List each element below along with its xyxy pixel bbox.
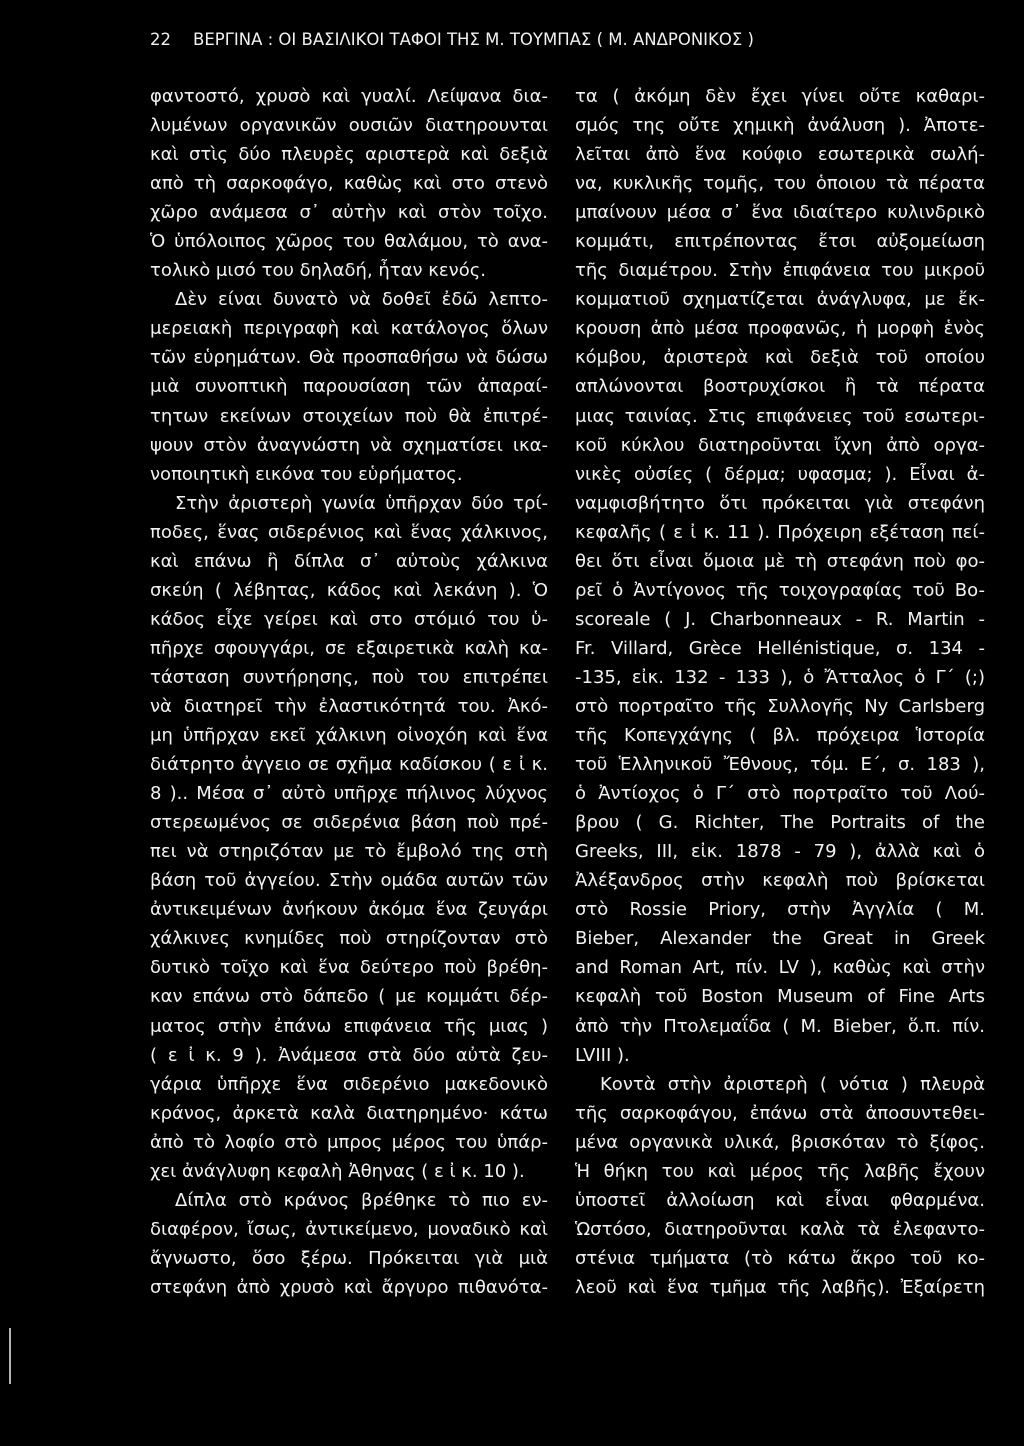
text-line: ρεῖ ὁ Ἀντίγονος τῆς τοιχογραφίας τοῦ Bo- — [575, 579, 985, 601]
text-line: στερεωμένος σε σιδερένια βάση ποὺ πρέ- — [150, 812, 548, 834]
text-line: καὶ στὶς δύο πλευρὲς αριστερὰ καὶ δεξιὰ — [150, 144, 548, 166]
text-line: -135, εἰκ. 132 - 133 ), ὁ Ἄτταλος ὁ Γ´ (;) — [575, 666, 985, 688]
text-line: μιὰ συνοπτικὴ παρουσίαση τῶν ἀπαραί- — [150, 376, 548, 398]
text-line: μερειακὴ περιγραφὴ καὶ κατάλογος ὅλων — [150, 318, 548, 340]
paragraph — [150, 489, 548, 1186]
text-line: ὁ Ἀντίοχος ὁ Γ´ στὸ πορτραῖτο τοῦ Λού- — [575, 783, 985, 805]
text-line: στένια τμήματα (τὸ κάτω ἄκρο τοῦ κο- — [575, 1247, 985, 1269]
text-line: Fr. Villard, Grèce Hellénistique, σ. 134 - — [575, 637, 985, 659]
text-line: γάρια ὑπῆρχε ἕνα σιδερένιο μακεδονικὸ — [150, 1073, 548, 1095]
paragraph — [575, 1070, 985, 1302]
text-line: κεφαλῆς ( ε ἰ κ. 11 ). Πρόχειρη εξέταση πεί- — [575, 521, 985, 543]
text-line: σκεύη ( λέβητας, κάδος καὶ λεκάνη ). Ὁ — [150, 579, 548, 601]
text-line: Δὲν είναι δυνατὸ νὰ δοθεῖ ἐδῶ λεπτο- — [175, 289, 548, 311]
text-line: κρουση ἀπὸ μέσα προφανῶς, ἡ μορφὴ ἑνὸς — [575, 318, 985, 340]
text-line: ἀπὸ τὸ λοφίο στὸ μπρος μέρος του ὑπάρ- — [150, 1131, 548, 1153]
text-line: κομμάτι, επιτρέποντας ἔτσι αὐξομείωση — [575, 231, 985, 253]
text-line: στεφάνη ἀπὸ χρυσὸ καὶ ἄργυρο πιθανότα- — [150, 1276, 548, 1298]
text-line: Ἀλέξανδρος στὴν κεφαλὴ ποὺ βρίσκεται — [575, 870, 985, 892]
text-line: Κοντὰ στὴν ἀριστερὴ ( νότια ) πλευρὰ — [600, 1073, 985, 1095]
text-line: απλώνονται βοστρυχίσκοι ἢ τὰ πέρατα — [575, 376, 985, 398]
text-line: τοῦ Ἑλληνικοῦ Ἔθνους, τόμ. Ε´, σ. 183 ), — [575, 754, 985, 776]
text-line: ναμφισβήτητο ὅτι πρόκειται γιὰ στεφάνη — [575, 492, 985, 514]
text-line: τα ( ἀκόμη δὲν ἔχει γίνει οὔτε καθαρι- — [575, 86, 985, 107]
text-line: να, κυκλικῆς τομῆς, του ὁποιου τὰ πέρατα — [575, 173, 985, 195]
text-line: ἀπὸ τὴν Πτολεμαΐδα ( M. Bieber, ὅ.π. πίν. — [575, 1015, 985, 1037]
text-line: διάτρητο ἀγγειο σε σχῆμα καδίσκου ( ε ἰ κ. — [150, 754, 548, 776]
text-line: μπαίνουν μέσα σ᾽ ἕνα ιδιαίτερο κυλινδρικὸ — [575, 202, 985, 224]
text-line: χει ἀνάγλυφη κεφαλὴ Ἀθηνας ( ε ἰ κ. 10 ). — [150, 1160, 525, 1182]
text-line: Greeks, III, εἰκ. 1878 - 79 ), ἀλλὰ καὶ ὁ — [575, 841, 985, 863]
text-line: κοῦ κύκλου διατηροῦνται ἴχνη ἀπὸ οργα- — [575, 434, 985, 456]
paragraph — [150, 82, 548, 285]
text-line: ποδες, ἕνας σιδερένιος καὶ ἕνας χάλκινος, — [150, 521, 548, 543]
text-line: ἄγνωστο, ὅσο ξέρω. Πρόκειται γιὰ μιὰ — [150, 1247, 548, 1269]
text-line: καὶ επάνω ἢ δίπλα σ᾽ αὐτοὺς χάλκινα — [150, 550, 548, 572]
text-line: βάση τοῦ ἀγγείου. Στὴν ομάδα αυτῶν τῶν — [150, 870, 548, 892]
text-line: κομματιοῦ σχηματίζεται ἀνάγλυφα, με ἔκ- — [575, 289, 985, 311]
text-line: ματος στὴν ἐπάνω επιφάνεια τῆς μιας ) — [150, 1015, 548, 1037]
text-line: δυτικὸ τοῖχο καὶ ἕνα δεύτερο ποὺ βρέθη- — [150, 957, 548, 979]
text-line: απὸ τὴ σαρκοφάγο, καθὼς καὶ στο στενὸ — [150, 173, 548, 195]
text-line: καν επάνω στὸ δάπεδο ( με κομμάτι δέρ- — [150, 986, 548, 1008]
text-line: 8 ).. Μέσα σ᾽ αὐτὸ υπῆρχε πήλινος λύχνος — [150, 783, 548, 805]
text-line: and Roman Art, πίν. LV ), καθὼς καὶ στὴν — [575, 957, 985, 979]
text-line: χῶρο ανάμεσα σ᾽ αὐτὴν καὶ στὸν τοῖχο. — [150, 202, 548, 224]
text-line: βρου ( G. Richter, The Portraits of the — [575, 812, 985, 834]
text-line: φαντοστό, χρυσὸ καὶ γυαλί. Λείψανα δια- — [150, 86, 548, 107]
text-line: μιας ταινίας. Στις επιφάνειες τοῦ εσωτερι- — [575, 405, 985, 427]
paragraph — [150, 1186, 548, 1302]
text-line: νοποιητικὴ εικόνα του εὑρήματος. — [150, 463, 463, 485]
text-line: τολικὸ μισό του δηλαδή, ἦταν κενός. — [150, 260, 486, 282]
text-line: τῶν εὑρημάτων. Θὰ προσπαθήσω νὰ δώσω — [150, 347, 548, 369]
text-line: κεφαλὴ τοῦ Boston Museum of Fine Arts — [575, 986, 985, 1008]
text-line: στὸ Rossie Priory, στὴν Ἀγγλία ( M. — [575, 899, 985, 921]
text-line: πῆρχε σφουγγάρι, σε εξαιρετικὰ καλὴ κα- — [150, 637, 548, 659]
text-line: σμός της οὔτε χημικὴ ἀνάλυση ). Ἀποτε- — [575, 115, 985, 137]
text-line: ( ε ἰ κ. 9 ). Ἀνάμεσα στὰ δύο αὐτὰ ζευ- — [150, 1044, 548, 1066]
text-line: κόμβου, ἀριστερὰ καὶ δεξιὰ τοῦ οποίου — [575, 347, 985, 369]
text-line: Δίπλα στὸ κράνος βρέθηκε τὸ πιο εν- — [175, 1189, 548, 1211]
text-line: κράνος, ἀρκετὰ καλὰ διατηρημένο· κάτω — [150, 1102, 548, 1124]
text-line: LVIII ). — [575, 1044, 630, 1066]
text-line: Ἡ θήκη του καὶ μέρος τῆς λαβῆς ἔχουν — [575, 1160, 985, 1182]
text-line: ἀντικειμένων ἀνήκουν ἀκόμα ἕνα ζευγάρι — [150, 899, 548, 921]
text-line: θει ὅτι εἶναι ὅμοια μὲ τὴ στεφάνη ποὺ φο- — [575, 550, 985, 572]
text-line: scoreale ( J. Charbonneaux - R. Martin - — [575, 608, 985, 630]
text-line: μένα οργανικὰ υλικά, βρισκόταν τὸ ξίφος. — [575, 1131, 985, 1153]
text-line: τῆς διαμέτρου. Στὴν ἐπιφάνεια του μικροῦ — [575, 260, 985, 282]
page-number: 22 — [150, 30, 171, 49]
running-title: ΒΕΡΓΙΝΑ : ΟΙ ΒΑΣΙΛΙΚΟΙ ΤΑΦΟΙ ΤΗΣ Μ. ΤΟΥΜΠΑΣ ( Μ. ΑΝΔΡΟΝΙΚΟΣ ) — [193, 30, 754, 49]
text-line: νὰ διατηρεῖ τὴν ἐλαστικότητά του. Ἀκό- — [150, 695, 548, 717]
text-line: τῆς Κοπεγχάγης ( βλ. πρόχειρα Ἱστορία — [575, 725, 985, 747]
text-line: τητων εκείνων στοιχείων ποὺ θὰ ἐπιτρέ- — [150, 405, 548, 427]
text-line: πει νὰ στηριζόταν με τὸ ἔμβολό της στὴ — [150, 841, 548, 863]
text-line: Bieber, Alexander the Great in Greek — [575, 928, 985, 950]
left-column — [150, 82, 548, 1302]
text-line: κάδος εἶχε γείρει καὶ στο στόμιό του ὑ- — [150, 608, 548, 630]
paragraph — [575, 82, 985, 1070]
text-line: Ὡστόσο, διατηροῦνται καλὰ τὰ ἐλεφαντο- — [575, 1218, 985, 1240]
right-column — [575, 82, 985, 1302]
text-line: χάλκινες κνημίδες ποὺ στηρίζονταν στὸ — [150, 928, 548, 950]
running-header — [150, 28, 754, 52]
scan-edge-mark — [9, 1328, 11, 1384]
text-line: στὸ πορτραῖτο τῆς Συλλογῆς Ny Carlsberg — [575, 695, 985, 717]
text-line: μη ὑπῆρχαν εκεῖ χάλκινη οἰνοχόη καὶ ἕνα — [150, 725, 548, 747]
text-line: λεοῦ καὶ ἕνα τμῆμα τῆς λαβῆς). Ἐξαίρετη — [575, 1276, 985, 1298]
text-line: διαφέρον, ἴσως, ἀντικείμενο, μοναδικὸ καὶ — [150, 1218, 548, 1240]
text-line: Στὴν ἀριστερὴ γωνία ὑπῆρχαν δύο τρί- — [175, 492, 548, 514]
text-line: ὑποστεῖ ἀλλοίωση καὶ εἶναι φθαρμένα. — [575, 1189, 985, 1211]
text-line: Ὁ ὑπόλοιπος χῶρος του θαλάμου, τὸ ανα- — [150, 231, 548, 253]
paragraph — [150, 285, 548, 488]
text-line: τῆς σαρκοφάγου, ἐπάνω στὰ ἀποσυντεθει- — [575, 1102, 985, 1124]
text-line: ψουν στὸν ἀναγνώστη νὰ σχηματίσει ικα- — [150, 434, 548, 456]
text-line: τάσταση συντήρησης, ποὺ του επιτρέπει — [150, 666, 548, 688]
text-line: νικὲς οὐσίες ( δέρμα; υφασμα; ). Εἶναι ἀ- — [575, 463, 985, 485]
text-line: λεῖται ἀπὸ ἕνα κούφιο εσωτερικὰ σωλή- — [575, 144, 985, 166]
text-line: λυμένων οργανικῶν ουσιῶν διατηρουνται — [150, 115, 548, 137]
